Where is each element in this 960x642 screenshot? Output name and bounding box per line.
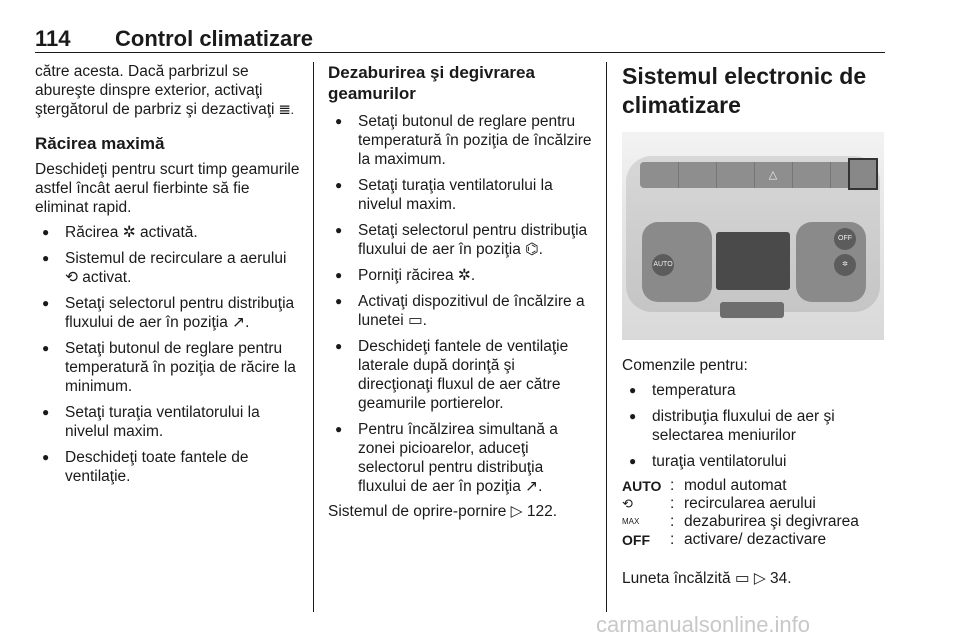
list-item: ● Setaţi selectorul pentru distribuţia fluxului de aer în poziţia ⌬. <box>328 221 594 259</box>
list-item: ● Răcirea ✲ activată. <box>35 223 303 242</box>
definition-row: ⟲ : recircularea aerului <box>622 495 816 512</box>
page-header <box>35 22 885 53</box>
list-item: ● Setaţi butonul de reglare pentru temperatură în poziţia de încălzire la maximum. <box>328 112 594 169</box>
list-item: ● Deschideţi fantele de ventilaţie laterale după dorinţă şi direcţionaţi fluxul de aer către geamurile portierelor. <box>328 337 594 413</box>
section-heading: Dezaburirea şi degivrarea geamurilor <box>328 63 535 103</box>
defrost-icon: 𝌆. <box>278 102 295 117</box>
definition-list <box>622 477 890 549</box>
definition-row: MAX : dezaburirea şi degivrarea <box>622 513 859 530</box>
list-item: ● turaţia ventilatorului <box>622 452 890 471</box>
list-item: ● Porniţi răcirea ✲. <box>328 266 594 285</box>
column-divider <box>313 62 314 612</box>
list-item: ● Setaţi turaţia ventilatorului la nivelul maxim. <box>328 176 594 214</box>
column-2 <box>328 62 594 521</box>
watermark: carmanualsonline.info <box>596 612 811 637</box>
max-defrost-icon: MAX <box>622 517 640 526</box>
off-button: OFF <box>834 228 856 250</box>
display <box>716 232 790 290</box>
paragraph: Deschideţi pentru scurt timp geamurile astfel încât aerul fierbinte să fie eliminat rapid. <box>35 161 300 216</box>
section-heading: Răcirea maximă <box>35 134 165 153</box>
bullet-list <box>328 112 594 496</box>
recirculation-icon: ⟲ <box>622 496 633 511</box>
column-divider <box>606 62 607 612</box>
list-item: ● temperatura <box>622 381 890 400</box>
list-item: ● Activaţi dispozitivul de încălzire a lunetei ▭. <box>328 292 594 330</box>
page-title: Control climatizare <box>115 26 314 51</box>
list-item: ● Setaţi butonul de reglare pentru temperatură în poziţia de răcire la minimum. <box>35 339 303 396</box>
cross-reference: Sistemul de oprire-pornire ▷ 122. <box>328 503 558 520</box>
controls-intro: Comenzile pentru: <box>622 357 748 374</box>
hazard-icon: △ <box>754 162 793 188</box>
cross-reference: Luneta încălzită ▭ ▷ 34. <box>622 570 792 587</box>
list-item: ● Setaţi turaţia ventilatorului la nivelul maxim. <box>35 403 303 441</box>
bullet-list <box>622 381 890 471</box>
column-1 <box>35 62 303 486</box>
fan-button: ✲ <box>834 254 856 276</box>
list-item: ● Pentru încălzirea simultană a zonei picioarelor, aduceţi selectorul pentru distribuţia fluxului de aer în poziţia ↗. <box>328 420 594 496</box>
list-item: ● Deschideţi toate fantele de ventilaţie. <box>35 448 303 486</box>
list-item: ● Setaţi selectorul pentru distribuţia fluxului de aer în poziţia ↗. <box>35 294 303 332</box>
list-item: ● distribuţia fluxului de aer şi selectarea meniurilor <box>622 407 890 445</box>
auto-button: AUTO <box>652 254 674 276</box>
definition-row: AUTO : modul automat <box>622 477 787 494</box>
rear-defrost-button <box>848 158 878 190</box>
intro-text: către acesta. Dacă parbrizul se abureşte dinspre exterior, activaţi ştergătorul de parbriz şi dezactivaţi 𝌆. <box>35 63 295 118</box>
column-3 <box>622 62 890 588</box>
list-item: ● Sistemul de recirculare a aerului ⟲ activat. <box>35 249 303 287</box>
page-number: 114 <box>35 26 71 51</box>
bullet-list <box>35 223 303 486</box>
definition-row: OFF : activare/ dezactivare <box>622 531 827 548</box>
climate-panel-illustration <box>622 132 884 340</box>
section-heading: Sistemul electronic de climatizare <box>622 63 867 118</box>
